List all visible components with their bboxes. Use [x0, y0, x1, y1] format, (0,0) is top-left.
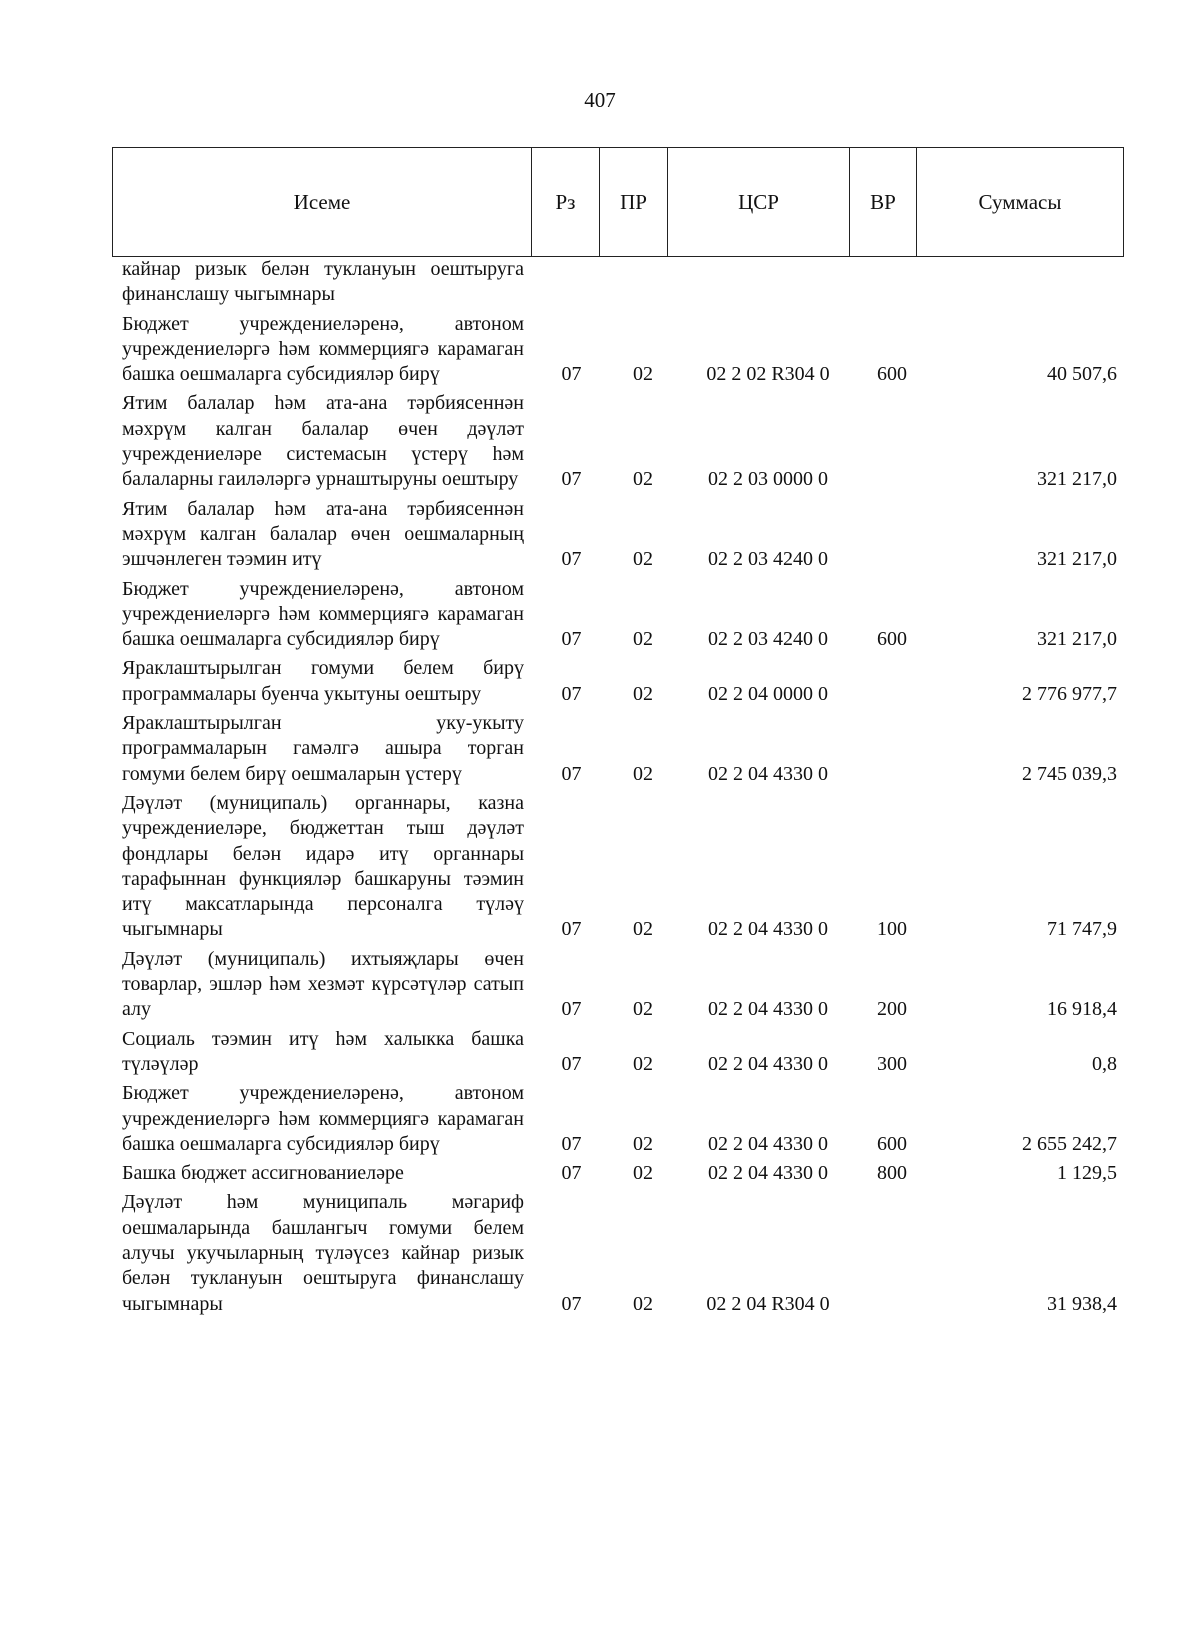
row-name: Башка бюджет ассигнованиеләре [122, 1162, 404, 1185]
table-row [0, 497, 1200, 573]
row-sum: 71 747,9 [1047, 918, 1117, 941]
header-name: Исеме [113, 148, 532, 257]
row-vr: 200 [877, 998, 907, 1021]
row-pr: 02 [633, 682, 653, 705]
table-row [0, 791, 1200, 943]
row-csr: 02 2 04 R304 0 [706, 1292, 830, 1315]
row-vr: 100 [877, 918, 907, 941]
row-rz: 07 [561, 1132, 582, 1155]
row-sum: 2 745 039,3 [1022, 762, 1117, 785]
row-rz: 07 [561, 762, 582, 785]
row-csr: 02 2 04 0000 0 [708, 682, 828, 705]
row-pr: 02 [633, 363, 653, 386]
row-rz: 07 [561, 682, 582, 705]
row-name: Ятим балалар һәм ата-ана тәрбиясеннән мәхрүм калган балалар өчен оешмаларның эшчәнлеген тәэмин итү [122, 497, 524, 571]
row-csr: 02 2 04 4330 0 [708, 1052, 828, 1075]
row-rz: 07 [561, 363, 582, 386]
row-name: Бюджет учреждениеләренә, автоном учреждениеләргә һәм коммерциягә карамаган башка оешмаларга субсидияләр бирү [122, 577, 524, 651]
row-pr: 02 [633, 762, 653, 785]
row-pr: 02 [633, 1292, 653, 1315]
row-vr: 300 [877, 1052, 907, 1075]
row-rz: 07 [561, 628, 582, 651]
row-csr: 02 2 03 0000 0 [708, 468, 828, 491]
row-name: кайнар ризык белән туклануын оештыруга финанслашу чыгымнары [122, 258, 524, 306]
row-csr: 02 2 03 4240 0 [708, 548, 828, 571]
row-sum: 40 507,6 [1047, 363, 1117, 386]
row-csr: 02 2 04 4330 0 [708, 998, 828, 1021]
table-row [0, 656, 1200, 707]
row-name: Дәүләт (муниципаль) ихтыяҗлары өчен товарлар, эшләр һәм хезмәт күрсәтүләр сатып алу [122, 947, 524, 1021]
row-rz: 07 [561, 1052, 582, 1075]
header-csr: ЦСР [668, 148, 850, 257]
row-rz: 07 [561, 918, 582, 941]
row-name: Социаль тәэмин итү һәм халыкка башка түләүләр [122, 1027, 524, 1075]
row-sum: 31 938,4 [1047, 1292, 1117, 1315]
row-pr: 02 [633, 1162, 653, 1185]
row-csr: 02 2 04 4330 0 [708, 1162, 828, 1185]
row-pr: 02 [633, 468, 653, 491]
table-row [0, 1190, 1200, 1316]
table-row [0, 947, 1200, 1023]
table-row [0, 1027, 1200, 1078]
row-csr: 02 2 03 4240 0 [708, 628, 828, 651]
row-pr: 02 [633, 548, 653, 571]
table-header [112, 147, 1124, 257]
row-pr: 02 [633, 1052, 653, 1075]
row-sum: 2 655 242,7 [1022, 1132, 1117, 1155]
row-sum: 321 217,0 [1037, 468, 1117, 491]
table-row [0, 312, 1200, 388]
row-sum: 321 217,0 [1037, 548, 1117, 571]
row-vr: 600 [877, 628, 907, 651]
header-vr: ВР [850, 148, 917, 257]
row-sum: 1 129,5 [1057, 1162, 1117, 1185]
row-sum: 0,8 [1092, 1052, 1117, 1075]
table-row [0, 1081, 1200, 1157]
row-name: Бюджет учреждениеләренә, автоном учреждениеләргә һәм коммерциягә карамаган башка оешмаларга субсидияләр бирү [122, 1082, 524, 1155]
table-row [0, 257, 1200, 308]
row-vr: 800 [877, 1162, 907, 1185]
page-number: 407 [584, 88, 616, 112]
row-sum: 16 918,4 [1047, 998, 1117, 1021]
row-rz: 07 [561, 548, 582, 571]
header-sum: Суммасы [917, 148, 1124, 257]
row-csr: 02 2 04 4330 0 [708, 762, 828, 785]
row-vr: 600 [877, 1132, 907, 1155]
row-name: Дәүләт (муниципаль) органнары, казна учреждениеләре, бюджеттан тыш дәүләт фондлары белән идарә итү органнары тарафыннан функцияләр башкаруны тәэмин итү максатларында персоналга түләү чыгымнары [122, 791, 524, 941]
row-name: Ятим балалар һәм ата-ана тәрбиясеннән мәхрүм калган балалар өчен дәүләт учреждениеләре системасын үстерү һәм балаларны гаиләләргә урнаштыруны оештыру [122, 392, 524, 491]
header-rz: Рз [532, 148, 600, 257]
row-rz: 07 [561, 468, 582, 491]
row-vr: 600 [877, 363, 907, 386]
row-name: Дәүләт һәм муниципаль мәгариф оешмаларында башлангыч гомуми белем алучы укучыларның түләүсез кайнар ризык белән туклануын оештыруга финанслашу чыгымнары [122, 1191, 524, 1315]
row-pr: 02 [633, 918, 653, 941]
row-csr: 02 2 04 4330 0 [708, 1132, 828, 1155]
row-sum: 321 217,0 [1037, 628, 1117, 651]
row-rz: 07 [561, 1292, 582, 1315]
row-name: Бюджет учреждениеләренә, автоном учреждениеләргә һәм коммерциягә карамаган башка оешмаларга субсидияләр бирү [122, 312, 524, 386]
row-pr: 02 [633, 1132, 653, 1155]
table-row [0, 391, 1200, 492]
row-pr: 02 [633, 628, 653, 651]
row-sum: 2 776 977,7 [1022, 682, 1117, 705]
table-body [0, 257, 1200, 1321]
row-pr: 02 [633, 998, 653, 1021]
row-name: Яраклаштырылган уку-укыту программаларын гамәлгә ашыра торган гомуми белем бирү оешмаларын үстерү [122, 712, 524, 785]
row-csr: 02 2 02 R304 0 [706, 363, 830, 386]
row-rz: 07 [561, 1162, 582, 1185]
row-csr: 02 2 04 4330 0 [708, 918, 828, 941]
table-row [0, 1161, 1200, 1186]
row-name: Яраклаштырылган гомуми белем бирү программалары буенча укытуны оештыру [122, 657, 524, 705]
header-pr: ПР [600, 148, 668, 257]
table-row [0, 711, 1200, 787]
row-rz: 07 [561, 998, 582, 1021]
table-row [0, 577, 1200, 653]
